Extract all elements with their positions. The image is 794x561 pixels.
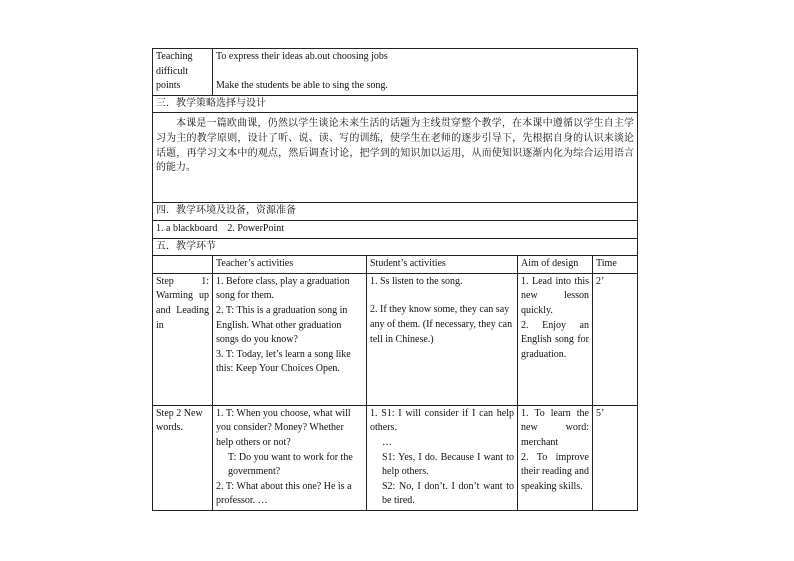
step2-student-4: S2: No, I don’t. I don’t want to be tired. xyxy=(382,480,514,507)
table-row xyxy=(153,405,638,510)
lesson-plan-table xyxy=(152,48,638,511)
difficult-points-content xyxy=(213,49,638,96)
step1-teacher-1: 1. Before class, play a graduation song for them. xyxy=(216,275,350,302)
step1-teacher-3: 3. T: Today, let’s learn a song like this: Keep Your Choices Open. xyxy=(216,348,351,375)
step2-label: Step 2 New words. xyxy=(153,405,213,510)
difficult-point-2: Make the students be able to sing the song. xyxy=(216,79,388,91)
step1-teacher-2: 2. T: This is a graduation song in English. What other graduation songs do you know? xyxy=(216,304,348,346)
header-student: Student’s activities xyxy=(367,256,518,274)
section3-text: 本课是一篇欧曲课，仍然以学生谈论未来生活的话题为主线贯穿整个教学，在本课中遵循以学生自主学习为主的教学原则，设计了听、说、读、写的训练，使学生在老师的逐步引导下，先根据自身的认识来谈论话题，再学习文本中的观点，然后调查讨论，把学到的知识加以运用，从而使知识逐渐内化为综合运用语言的能力。 xyxy=(156,118,635,174)
step2-time: 5’ xyxy=(593,405,638,510)
step2-teacher-3: 2. T: What about this one? He is a professor. … xyxy=(216,480,352,507)
header-teacher: Teacher’s activities xyxy=(213,256,367,274)
step1-aim xyxy=(518,273,593,405)
step2-teacher xyxy=(213,405,367,510)
header-step xyxy=(153,256,213,274)
step2-student-3: S1: Yes, I do. Because I want to help others. xyxy=(382,451,514,478)
section4-title-row xyxy=(153,203,638,221)
section3-paragraph xyxy=(153,113,638,203)
difficult-points-label: Teaching difficult points xyxy=(153,49,213,96)
section4-text: 1. a blackboard 2. PowerPoint xyxy=(153,220,638,238)
step1-time: 2’ xyxy=(593,273,638,405)
section5-title: 五．教学环节 xyxy=(153,238,638,256)
step2-student-1: 1. S1: I will consider if I can help others. xyxy=(370,407,514,434)
section3-text-row xyxy=(153,113,638,203)
step2-student-2: … xyxy=(382,436,392,448)
table-row xyxy=(153,273,638,405)
step2-student xyxy=(367,405,518,510)
step1-student xyxy=(367,273,518,405)
step1-student-2: 2. If they know some, they can say any of them. (If necessary, they can tell in Chinese.) xyxy=(370,304,513,345)
step1-aim-2: 2. Enjoy an English song for graduation. xyxy=(521,319,589,360)
step2-aim-1: 1. To learn the new word: merchant xyxy=(521,407,589,448)
step1-student-1: 1. Ss listen to the song. xyxy=(370,275,463,287)
section5-title-row xyxy=(153,238,638,256)
section3-title-row xyxy=(153,95,638,113)
header-aim: Aim of design xyxy=(518,256,593,274)
step2-aim-2: 2. To improve their reading and speaking skills. xyxy=(521,451,589,492)
difficult-points-row xyxy=(153,49,638,96)
step1-teacher xyxy=(213,273,367,405)
section4-title: 四．教学环境及设备，资源准备 xyxy=(153,203,638,221)
step1-label: Step 1: Warming up and Leading in xyxy=(153,273,213,405)
section3-title: 三．教学策略选择与设计 xyxy=(153,95,638,113)
step2-aim xyxy=(518,405,593,510)
header-time: Time xyxy=(593,256,638,274)
step1-aim-1: 1. Lead into this new lesson quickly. xyxy=(521,275,589,316)
section4-text-row xyxy=(153,220,638,238)
difficult-point-1: To express their ideas ab.out choosing jobs xyxy=(216,51,388,62)
step2-teacher-1: 1. T: When you choose, what will you consider? Money? Whether help others or not? xyxy=(216,407,351,448)
table-header-row xyxy=(153,256,638,274)
step2-teacher-2: T: Do you want to work for the government? xyxy=(228,451,353,478)
